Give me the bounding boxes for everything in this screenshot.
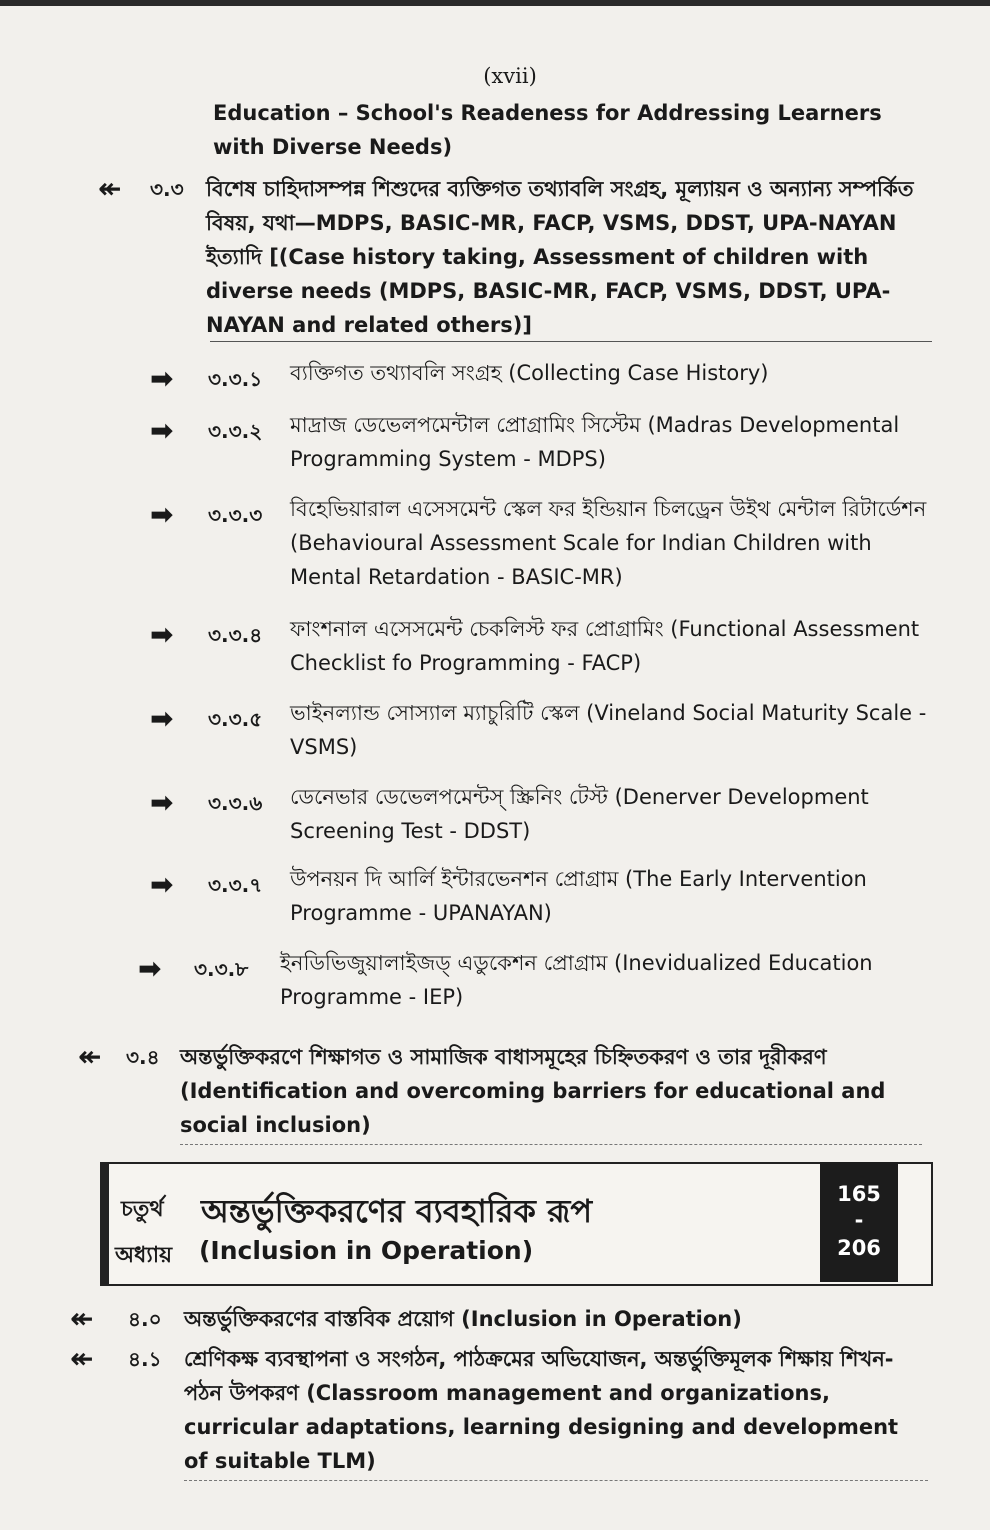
arrow-right-icon: ➡ [150, 786, 174, 819]
intro-text: Education – School's Readeness for Addressing Learners with Diverse Needs) [213, 101, 882, 159]
subsection-text: ডেনেভার ডেভেলপমেন্টস্ স্ক্রিনিং টেস্ট (Denerver Development Screening Test - DDST) [290, 785, 869, 843]
page-separator: - [854, 1208, 864, 1232]
chapter-ordinal: চতুর্থ [121, 1197, 164, 1222]
section-marker: ৪.০ [128, 1307, 162, 1331]
section-marker: ৪.১ [128, 1347, 162, 1371]
subsection-number: ৩.৩.৮ [194, 957, 249, 981]
subsection-text: ভাইনল্যান্ড সোস্যাল ম্যাচুরিটি স্কেল (Vineland Social Maturity Scale - VSMS) [290, 701, 927, 759]
divider [180, 1144, 922, 1145]
arrow-right-icon: ➡ [150, 868, 174, 901]
page-number: (xvii) [483, 64, 537, 88]
section-4-0-text: অন্তর্ভুক্তিকরণের বাস্তবিক প্রয়োগ (Inclusion in Operation) [184, 1307, 742, 1331]
back-arrow-icon: ↞ [98, 172, 122, 205]
arrow-right-icon: ➡ [138, 952, 162, 985]
divider [184, 1480, 928, 1481]
subsection-text: বিহেভিয়ারাল এসেসমেন্ট স্কেল ফর ইন্ডিয়ান চিলড্রেন উইথ মেন্টাল রিটার্ডেশন (Behavioural Assessment Scale for Indian Children with Mental Retardation - BASIC-MR) [290, 497, 927, 589]
back-arrow-icon: ↞ [70, 1342, 94, 1375]
subsection-number: ৩.৩.২ [208, 419, 263, 443]
section-3-3-text: বিশেষ চাহিদাসম্পন্ন শিশুদের ব্যক্তিগত তথ্যাবলি সংগ্রহ, মূল্যায়ন ও অন্যান্য সম্পর্কিত বিষয়, যথা—MDPS, BASIC-MR, FACP, VSMS, DDST, UPA-NAYAN ইত্যাদি [(Case history taking, Assessment of children with diverse needs (MDPS, BASIC-MR, FACP, VSMS, DDST, UPA-NAYAN and related others)] [206, 177, 914, 337]
chapter-title-en: (Inclusion in Operation) [199, 1236, 534, 1265]
section-marker: ৩.৪ [126, 1045, 160, 1069]
chapter-page-range [820, 1162, 898, 1282]
arrow-right-icon: ➡ [150, 414, 174, 447]
arrow-right-icon: ➡ [150, 618, 174, 651]
chapter-title-bn: অন্তর্ভুক্তিকরণের ব্যবহারিক রূপ [201, 1192, 593, 1230]
subsection-text: ব্যক্তিগত তথ্যাবলি সংগ্রহ (Collecting Case History) [290, 361, 769, 385]
subsection-number: ৩.৩.৬ [208, 791, 263, 815]
page-end: 206 [837, 1236, 881, 1260]
arrow-right-icon: ➡ [150, 702, 174, 735]
subsection-number: ৩.৩.৭ [208, 873, 263, 897]
subsection-text: উপনয়ন দি আর্লি ইন্টারভেনশন প্রোগ্রাম (The Early Intervention Programme - UPANAYAN) [290, 867, 867, 925]
subsection-text: মাদ্রাজ ডেভেলপমেন্টাল প্রোগ্রামিং সিস্টেম (Madras Developmental Programming System - MDPS) [290, 413, 900, 471]
divider [210, 341, 932, 342]
section-marker: ৩.৩ [150, 177, 184, 201]
arrow-right-icon: ➡ [150, 362, 174, 395]
page-start: 165 [837, 1182, 881, 1206]
back-arrow-icon: ↞ [70, 1302, 94, 1335]
section-4-1-text: শ্রেণিকক্ষ ব্যবস্থাপনা ও সংগঠন, পাঠক্রমের অভিযোজন, অন্তর্ভুক্তিমূলক শিক্ষায় শিখন-পঠন উপকরণ (Classroom management and organizations, curricular adaptations, learning designing and development of suitable TLM) [184, 1347, 899, 1473]
subsection-text: ফাংশনাল এসেসমেন্ট চেকলিস্ট ফর প্রোগ্রামিং (Functional Assessment Checklist fo Programming - FACP) [290, 617, 920, 675]
chapter-label: অধ্যায় [115, 1243, 173, 1268]
subsection-number: ৩.৩.১ [208, 367, 263, 391]
subsection-number: ৩.৩.৪ [208, 623, 263, 647]
section-3-4-text: অন্তর্ভুক্তিকরণে শিক্ষাগত ও সামাজিক বাধাসমূহের চিহ্নিতকরণ ও তার দূরীকরণ (Identification and overcoming barriers for educational and social inclusion) [180, 1045, 886, 1137]
arrow-right-icon: ➡ [150, 498, 174, 531]
chapter-header-box [100, 1162, 933, 1286]
top-edge [0, 0, 990, 6]
back-arrow-icon: ↞ [78, 1040, 102, 1073]
subsection-text: ইনডিভিজুয়ালাইজড্ এডুকেশন প্রোগ্রাম (Inevidualized Education Programme - IEP) [280, 951, 873, 1009]
subsection-number: ৩.৩.৫ [208, 707, 263, 731]
subsection-number: ৩.৩.৩ [208, 503, 263, 527]
